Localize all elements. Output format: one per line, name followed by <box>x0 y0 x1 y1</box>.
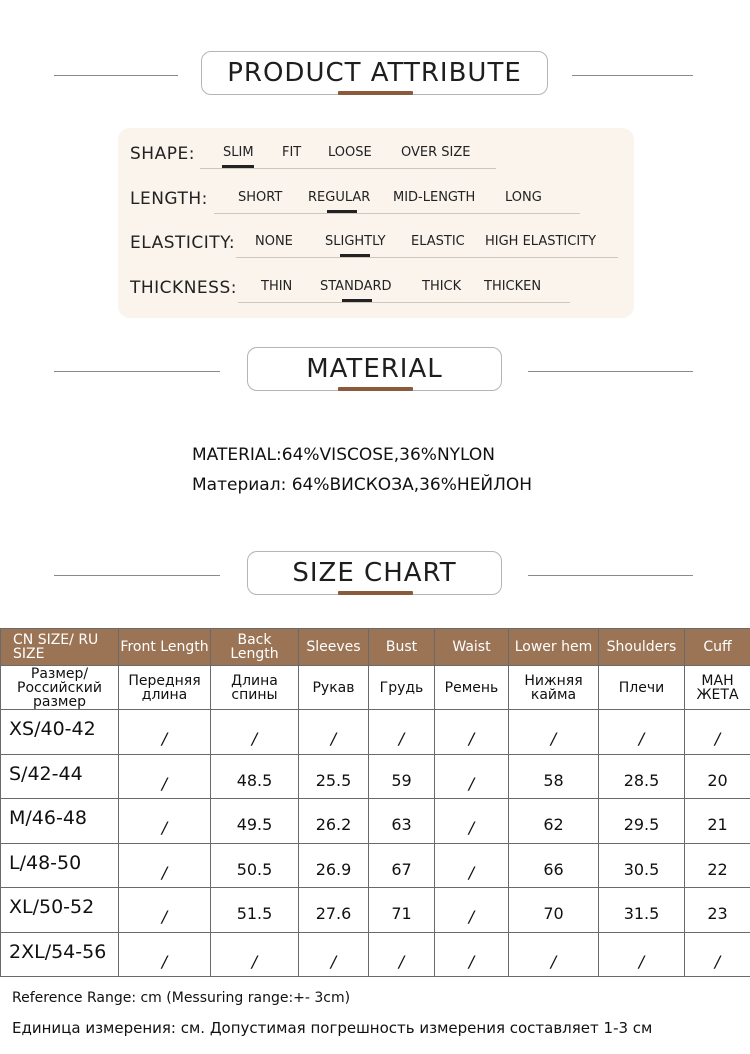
table-cell: 31.5 <box>599 888 685 933</box>
attribute-option: LOOSE <box>328 145 372 160</box>
attribute-option: ELASTIC <box>411 234 465 249</box>
title-accent-bar <box>338 591 413 595</box>
divider-left <box>54 75 178 76</box>
column-subheader: Нижняя кайма <box>509 666 599 710</box>
column-header: Sleeves <box>299 629 369 666</box>
attribute-row-elasticity <box>118 229 634 259</box>
table-row <box>1 888 750 933</box>
reference-range-note: Reference Range: cm (Messuring range:+- 3cm) <box>12 990 351 1006</box>
column-header: CN SIZE/ RU SIZE <box>1 629 119 666</box>
table-cell: 21 <box>685 799 750 844</box>
table-cell: 51.5 <box>211 888 299 933</box>
divider-right <box>572 75 693 76</box>
table-cell: 49.5 <box>211 799 299 844</box>
table-cell: / <box>509 932 599 977</box>
attribute-row-shape <box>118 140 634 170</box>
attribute-option: LONG <box>505 190 542 205</box>
column-header: Cuff <box>685 629 750 666</box>
attribute-row-length <box>118 185 634 215</box>
table-subheader-row <box>1 666 750 710</box>
attribute-option-selected: REGULAR <box>308 190 371 205</box>
table-cell: 58 <box>509 754 599 799</box>
attribute-panel <box>118 128 634 318</box>
material-en-label: MATERIAL: <box>192 445 282 465</box>
selected-marker <box>342 299 372 302</box>
material-ru <box>192 475 532 495</box>
table-cell: 22 <box>685 843 750 888</box>
title-accent-bar <box>338 387 413 391</box>
attribute-underline <box>238 302 570 303</box>
size-rows <box>1 710 750 977</box>
attribute-label: LENGTH: <box>130 189 208 209</box>
table-cell: 62 <box>509 799 599 844</box>
table-cell: 67 <box>369 843 435 888</box>
size-label-cell: S/42-44 <box>1 754 119 799</box>
divider-left <box>54 575 220 576</box>
size-chart-title: SIZE CHART <box>247 551 502 595</box>
table-cell: 29.5 <box>599 799 685 844</box>
attribute-option: FIT <box>282 145 302 160</box>
selected-marker <box>222 165 254 168</box>
attribute-underline <box>236 257 618 258</box>
table-cell: / <box>435 843 509 888</box>
table-cell: / <box>435 932 509 977</box>
attribute-option: THICKEN <box>484 279 542 294</box>
size-label-cell: M/46-48 <box>1 799 119 844</box>
table-cell: / <box>119 754 211 799</box>
attribute-underline <box>200 168 496 169</box>
selected-marker <box>340 254 370 257</box>
table-cell: / <box>435 710 509 755</box>
column-header: Front Length <box>119 629 211 666</box>
column-header: Bust <box>369 629 435 666</box>
table-cell: / <box>685 932 750 977</box>
table-cell: 27.6 <box>299 888 369 933</box>
table-cell: 26.2 <box>299 799 369 844</box>
material-en-value: 64%VISCOSE,36%NYLON <box>281 445 496 465</box>
table-row <box>1 843 750 888</box>
table-cell: 28.5 <box>599 754 685 799</box>
selected-marker <box>327 210 357 213</box>
attribute-option: THICK <box>422 279 462 294</box>
table-header-row <box>1 629 750 666</box>
attribute-option: NONE <box>255 234 293 249</box>
column-header: Lower hem <box>509 629 599 666</box>
attribute-option-selected: STANDARD <box>320 279 392 294</box>
table-cell: / <box>369 710 435 755</box>
column-subheader: Плечи <box>599 666 685 710</box>
table-cell: / <box>509 710 599 755</box>
table-cell: / <box>119 843 211 888</box>
table-cell: / <box>211 710 299 755</box>
attribute-row-thickness <box>118 274 634 304</box>
column-header: Back Length <box>211 629 299 666</box>
divider-left <box>54 371 220 372</box>
table-cell: 48.5 <box>211 754 299 799</box>
material-en <box>192 445 495 465</box>
attribute-underline <box>214 213 580 214</box>
column-subheader: Грудь <box>369 666 435 710</box>
table-cell: / <box>435 799 509 844</box>
attribute-label: THICKNESS: <box>130 278 237 298</box>
table-cell: 59 <box>369 754 435 799</box>
measurement-note-ru: Единица измерения: см. Допустимая погрешность измерения составляет 1-3 см <box>12 1019 653 1037</box>
attribute-option: HIGH ELASTICITY <box>485 234 597 249</box>
attribute-option: OVER SIZE <box>401 145 471 160</box>
table-cell: 30.5 <box>599 843 685 888</box>
attribute-option-selected: SLIGHTLY <box>325 234 386 249</box>
table-cell: / <box>119 710 211 755</box>
material-ru-value: 64%ВИСКОЗА,36%НЕЙЛОН <box>291 475 533 495</box>
column-subheader: Размер/ Российский размер <box>1 666 119 710</box>
attribute-option: THIN <box>261 279 293 294</box>
column-subheader: Рукав <box>299 666 369 710</box>
column-subheader: Ремень <box>435 666 509 710</box>
table-row <box>1 754 750 799</box>
product-attribute-header <box>0 51 750 101</box>
table-cell: 26.9 <box>299 843 369 888</box>
column-header: Shoulders <box>599 629 685 666</box>
size-label-cell: XS/40-42 <box>1 710 119 755</box>
size-label-cell: XL/50-52 <box>1 888 119 933</box>
table-cell: / <box>599 932 685 977</box>
table-cell: / <box>119 799 211 844</box>
table-cell: / <box>435 888 509 933</box>
divider-right <box>528 575 693 576</box>
material-header <box>0 347 750 397</box>
column-subheader: Передняя длина <box>119 666 211 710</box>
size-chart-table <box>0 628 750 977</box>
table-cell: 63 <box>369 799 435 844</box>
column-subheader: МАН ЖЕТА <box>685 666 750 710</box>
table-cell: / <box>599 710 685 755</box>
column-header: Waist <box>435 629 509 666</box>
table-cell: / <box>211 932 299 977</box>
title-accent-bar <box>338 91 413 95</box>
table-cell: 50.5 <box>211 843 299 888</box>
table-cell: / <box>685 710 750 755</box>
material-ru-label: Материал: <box>192 475 287 495</box>
attribute-option: SHORT <box>238 190 283 205</box>
table-cell: / <box>369 932 435 977</box>
column-subheader: Длина спины <box>211 666 299 710</box>
table-cell: / <box>119 888 211 933</box>
divider-right <box>528 371 693 372</box>
table-row <box>1 799 750 844</box>
material-title: MATERIAL <box>247 347 502 391</box>
table-cell: / <box>119 932 211 977</box>
table-cell: / <box>435 754 509 799</box>
attribute-option-selected: SLIM <box>223 145 254 160</box>
product-attribute-title: PRODUCT ATTRIBUTE <box>201 51 548 95</box>
size-label-cell: L/48-50 <box>1 843 119 888</box>
table-row <box>1 932 750 977</box>
table-cell: 71 <box>369 888 435 933</box>
table-cell: 25.5 <box>299 754 369 799</box>
table-row <box>1 710 750 755</box>
table-cell: 20 <box>685 754 750 799</box>
table-cell: / <box>299 932 369 977</box>
size-chart-header <box>0 551 750 601</box>
table-cell: / <box>299 710 369 755</box>
attribute-option: MID-LENGTH <box>393 190 476 205</box>
table-cell: 70 <box>509 888 599 933</box>
table-cell: 23 <box>685 888 750 933</box>
table-cell: 66 <box>509 843 599 888</box>
attribute-label: ELASTICITY: <box>130 233 236 253</box>
attribute-label: SHAPE: <box>130 144 195 164</box>
size-label-cell: 2XL/54-56 <box>1 932 119 977</box>
